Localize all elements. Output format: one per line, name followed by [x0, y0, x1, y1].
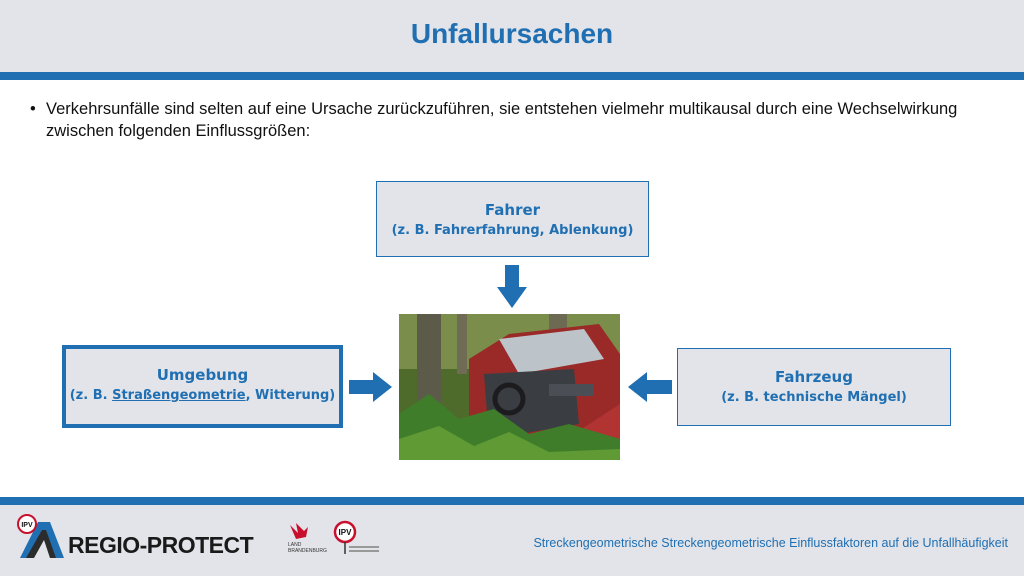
car-crash-photo — [399, 314, 620, 460]
environment-box-title: Umgebung — [156, 366, 249, 384]
arrow-left-icon — [628, 372, 672, 402]
driver-box — [376, 181, 649, 257]
vehicle-box-title: Fahrzeug — [775, 368, 853, 386]
svg-text:IPV: IPV — [21, 522, 33, 529]
brand-name: REGIO-PROTECT — [68, 532, 254, 558]
regio-protect-logo — [16, 514, 66, 560]
driver-box-subtitle: (z. B. Fahrerfahrung, Ablenkung) — [391, 223, 634, 238]
street-geometry-link[interactable]: Straßengeometrie — [112, 388, 246, 403]
footer-divider — [0, 497, 1024, 505]
environment-box — [62, 345, 343, 428]
bullet-text: Verkehrsunfälle sind selten auf eine Ursache zurückzuführen, sie entstehen vielmehr multikausal durch eine Wechselwirkung zwischen folgenden Einflussgrößen: — [46, 100, 958, 140]
brandenburg-line1: LAND — [288, 542, 302, 548]
svg-text:IPV: IPV — [338, 528, 352, 537]
vehicle-box-subtitle: (z. B. technische Mängel) — [721, 390, 907, 405]
slide-title: Unfallursachen — [410, 18, 614, 49]
driver-box-title: Fahrer — [484, 201, 541, 219]
ipv-logo — [333, 520, 383, 558]
arrow-down-icon — [497, 265, 527, 309]
bullet-dot: • — [30, 100, 36, 118]
vehicle-box — [677, 348, 951, 426]
brandenburg-line2: BRANDENBURG — [288, 548, 327, 554]
footer-text: Streckengeometrische Streckengeometrische Einflussfaktoren auf die Unfallhäufigkeit — [533, 536, 1008, 550]
brandenburg-label — [288, 542, 327, 554]
environment-subtitle-prefix: (z. B. — [69, 388, 113, 403]
environment-subtitle-suffix: , Witterung) — [245, 388, 336, 403]
environment-box-subtitle — [66, 388, 339, 403]
header-divider — [0, 72, 1024, 80]
brandenburg-eagle-icon — [288, 521, 310, 541]
arrow-right-icon — [349, 372, 393, 402]
